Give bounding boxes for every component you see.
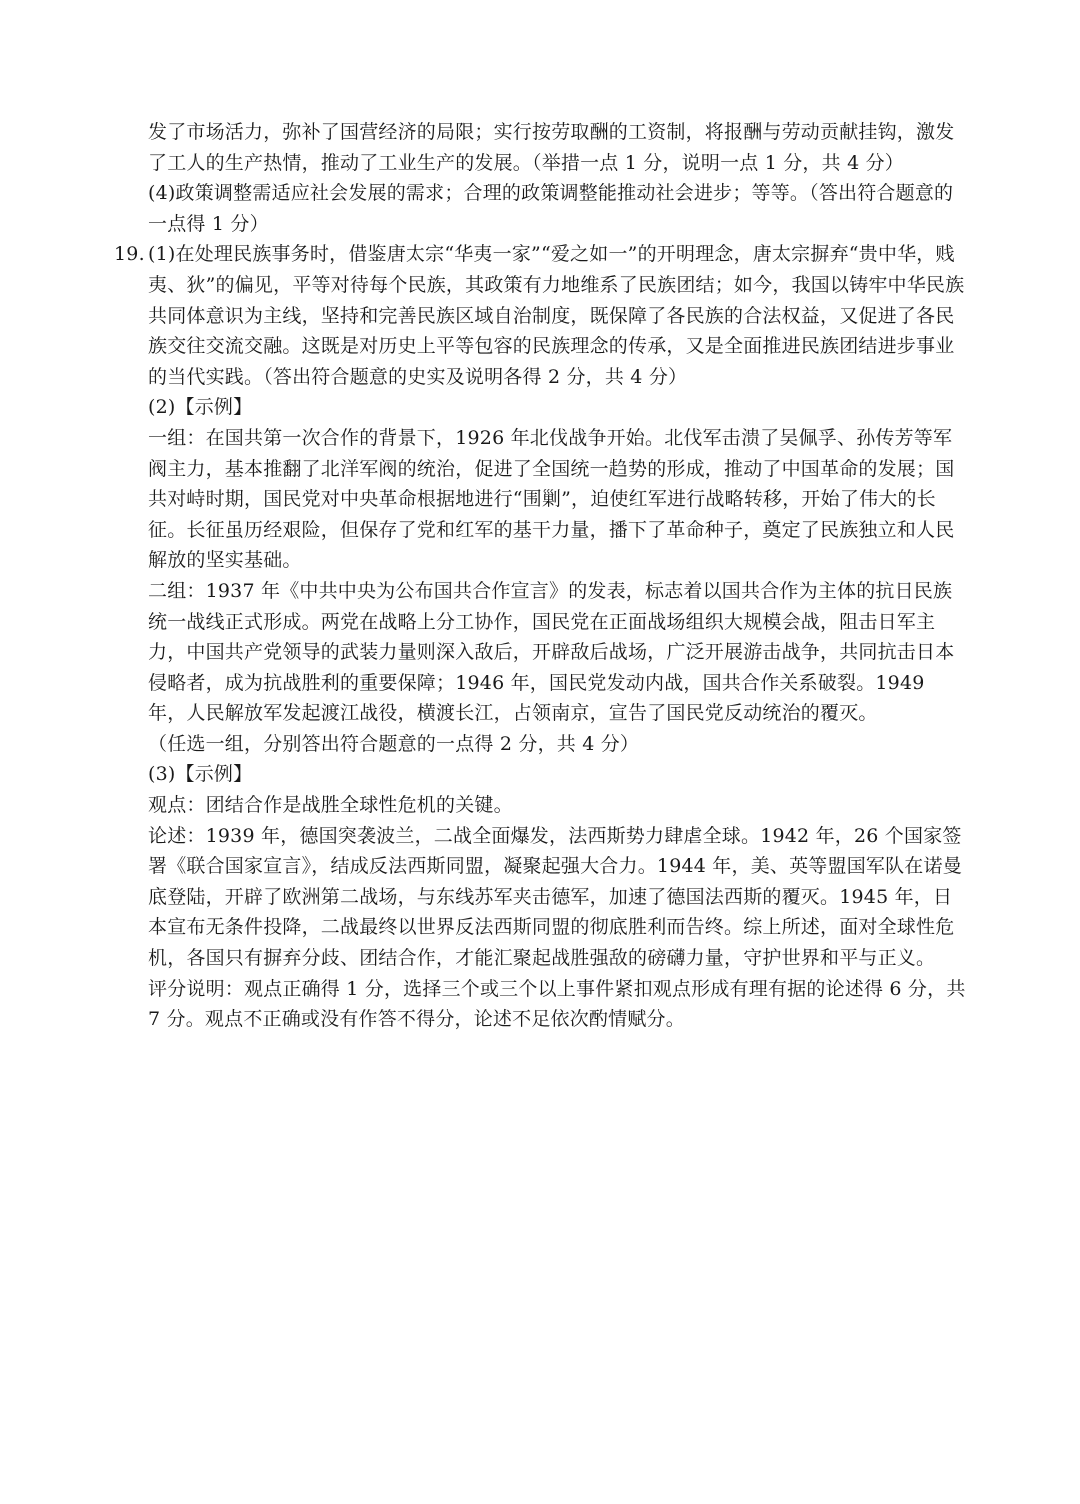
q19-part-3-viewpoint: 观点：团结合作是战胜全球性危机的关键。 (148, 794, 513, 817)
question-19 (114, 239, 972, 1034)
q19-part-3-argument: 论述：1939 年，德国突袭波兰，二战全面爆发，法西斯势力肆虐全球。1942 年，26 个国家签署《联合国家宣言》，结成反法西斯同盟，凝聚起强大合力。1944 年，美、英等盟国军队在诺曼底登陆，开辟了欧洲第二战场，与东线苏军夹击德军，加速了德国法西斯的覆灭。1945 年，日本宣布无条件投降，二战最终以世界反法西斯同盟的彻底胜利而告终。综上所述，面对全球性危机，各国只有摒弃分歧、团结合作，才能汇聚起战胜强敌的磅礴力量，守护世界和平与正义。 (148, 824, 962, 970)
q19-part-1: (1)在处理民族事务时，借鉴唐太宗“华夷一家”“爱之如一”的开明理念，唐太宗摒弃“贵中华，贱夷、狄”的偏见，平等对待每个民族，其政策有力地维系了民族团结；如今，我国以铸牢中华民族共同体意识为主线，坚持和完善民族区域自治制度，既保障了各民族的合法权益，又促进了各民族交往交流交融。这既是对历史上平等包容的民族理念的传承，又是全面推进民族团结进步事业的当代实践。（答出符合题意的史实及说明各得 2 分，共 4 分） (148, 243, 965, 388)
q19-part-2-group-2: 二组：1937 年《中共中央为公布国共合作宣言》的发表，标志着以国共合作为主体的抗日民族统一战线正式形成。两党在战略上分工协作，国民党在正面战场组织大规模会战，阻击日军主力，中国共产党领导的武装力量则深入敌后，开辟敌后战场，广泛开展游击战争，共同抗击日本侵略者，成为抗战胜利的重要保障；1946 年，国民党发动内战，国共合作关系破裂。1949 年，人民解放军发起渡江战役，横渡长江，占领南京，宣告了国民党反动统治的覆灭。 (148, 579, 955, 725)
prev-question-part-4: (4)政策调整需适应社会发展的需求；合理的政策调整能推动社会进步；等等。（答出符合题意的一点得 1 分） (148, 182, 954, 235)
question-number: 19. (114, 243, 145, 266)
q19-part-2-group-1: 一组：在国共第一次合作的背景下，1926 年北伐战争开始。北伐军击溃了吴佩孚、孙传芳等军阀主力，基本推翻了北洋军阀的统治，促进了全国统一趋势的形成，推动了中国革命的发展；国共对峙时期，国民党对中央革命根据地进行“围剿”，迫使红军进行战略转移，开始了伟大的长征。长征虽历经艰险，但保存了党和红军的基干力量，播下了革命种子，奠定了民族独立和人民解放的坚实基础。 (148, 426, 955, 572)
q19-part-3-scoring: 评分说明：观点正确得 1 分，选择三个或三个以上事件紧扣观点形成有理有据的论述得 6 分，共 7 分。观点不正确或没有作答不得分，论述不足依次酌情赋分。 (148, 977, 972, 1031)
prev-question-continuation: 发了市场活力，弥补了国营经济的局限；实行按劳取酬的工资制，将报酬与劳动贡献挂钩，激发了工人的生产热情，推动了工业生产的发展。（举措一点 1 分，说明一点 1 分，共 4 分） (148, 121, 955, 174)
q19-part-2-heading: (2)【示例】 (148, 396, 253, 419)
answer-content (114, 117, 972, 1035)
q19-part-3-heading: (3)【示例】 (148, 763, 253, 786)
q19-part-2-scoring: （任选一组，分别答出符合题意的一点得 2 分，共 4 分） (148, 732, 640, 755)
